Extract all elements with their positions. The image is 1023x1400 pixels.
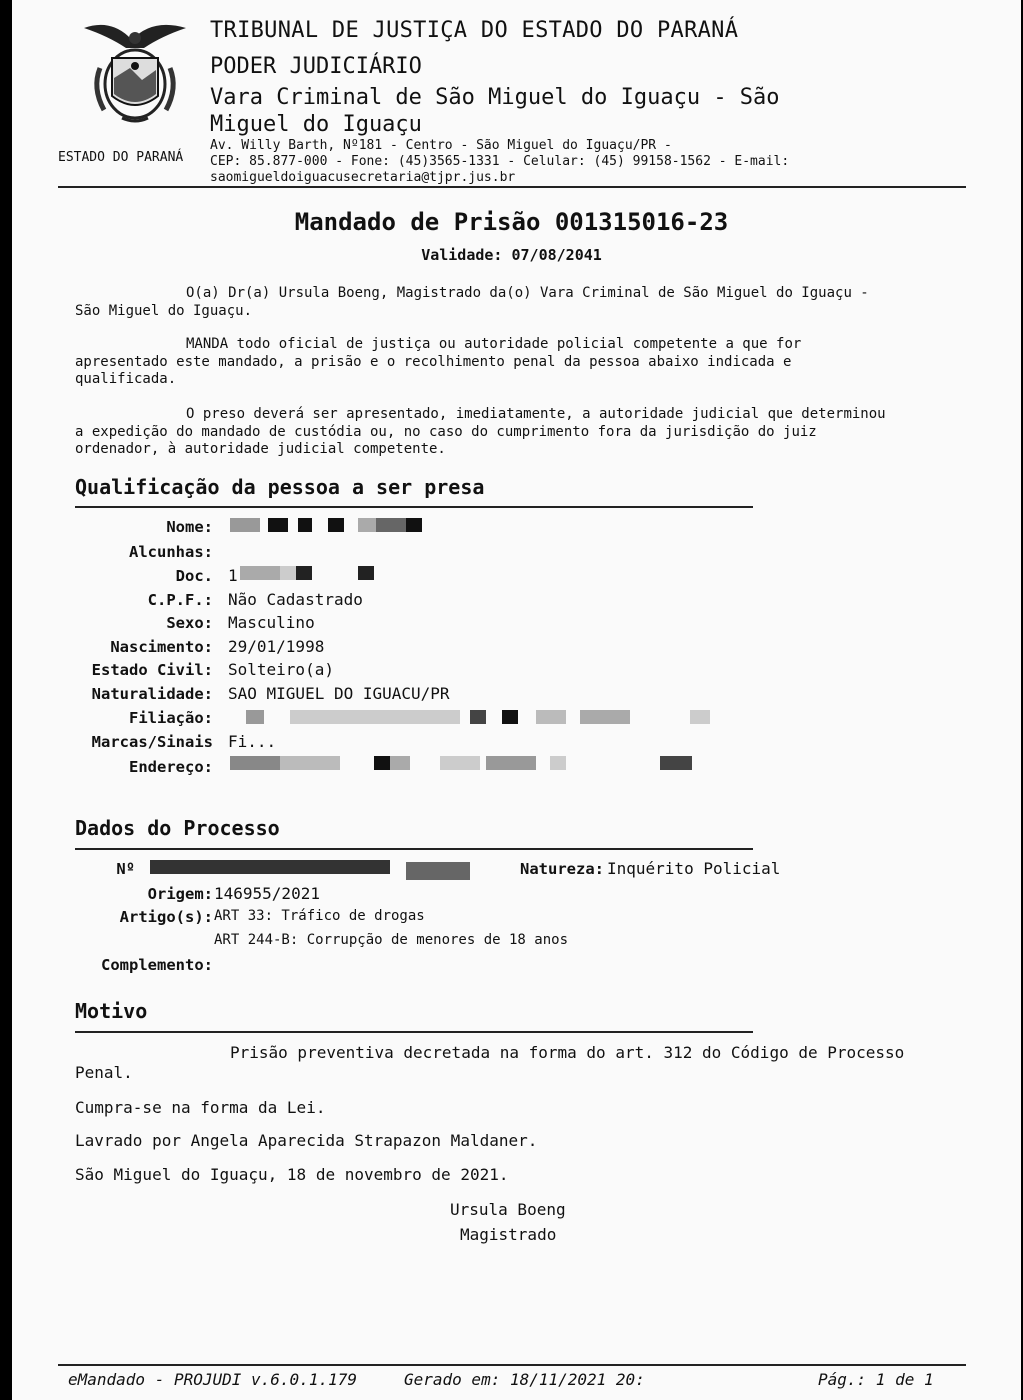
signatory-role: Magistrado (460, 1225, 557, 1244)
field-value-estado-civil: Solteiro(a) (228, 660, 334, 679)
field-value-cpf: Não Cadastrado (228, 590, 363, 609)
numero-label: Nº (116, 860, 135, 878)
motivo-text-1: Prisão preventiva decretada na forma do art. 312 do Código de Processo (230, 1043, 905, 1062)
paragraph-3b: a expedição do mandado de custódia ou, no caso do cumprimento fora da jurisdição do juiz (75, 424, 817, 440)
footer-generated: Gerado em: 18/11/2021 20: (404, 1370, 645, 1389)
field-value-nascimento: 29/01/1998 (228, 637, 325, 656)
artigo-item: ART 33: Tráfico de drogas (214, 908, 425, 924)
field-label: Nome: (166, 518, 213, 536)
motivo-text-2: Penal. (75, 1063, 133, 1082)
field-label: Nascimento: (110, 638, 213, 656)
address-line: Av. Willy Barth, Nº181 - Centro - São Miguel do Iguaçu/PR - (210, 138, 672, 153)
footer-divider (58, 1364, 966, 1366)
artigos-label: Artigo(s): (119, 908, 213, 926)
paragraph-1a: O(a) Dr(a) Ursula Boeng, Magistrado da(o) Vara Criminal de São Miguel do Iguaçu - (186, 285, 869, 301)
field-value-sexo: Masculino (228, 613, 315, 632)
origem-value: 146955/2021 (214, 884, 320, 903)
email-line: saomigueldoiguacusecretaria@tjpr.jus.br (210, 170, 516, 185)
field-label: Marcas/Sinais (91, 733, 213, 751)
header-divider (58, 186, 966, 188)
artigo-item: ART 244-B: Corrupção de menores de 18 anos (214, 932, 569, 948)
field-label: C.P.F.: (147, 591, 213, 609)
section-divider (75, 848, 753, 850)
field-value-marcas: Fi... (228, 732, 277, 751)
field-label: Naturalidade: (91, 685, 213, 703)
local-data-text: São Miguel do Iguaçu, 18 de novembro de 2021. (75, 1165, 509, 1184)
field-label: Sexo: (166, 614, 213, 632)
contact-line: CEP: 85.877-000 - Fone: (45)3565-1331 - Celular: (45) 99158-1562 - E-mail: (210, 154, 790, 169)
complemento-label: Complemento: (101, 956, 213, 974)
tribunal-title: TRIBUNAL DE JUSTIÇA DO ESTADO DO PARANÁ (210, 18, 739, 43)
paragraph-3a: O preso deverá ser apresentado, imediatamente, a autoridade judicial que determinou (186, 406, 886, 422)
vara-title-cont: Miguel do Iguaçu (210, 112, 422, 137)
field-value-doc: 1 (228, 566, 238, 585)
lavrado-text: Lavrado por Angela Aparecida Strapazon Maldaner. (75, 1131, 538, 1150)
document-title: Mandado de Prisão 001315016-23 (294, 208, 729, 236)
qualificacao-heading: Qualificação da pessoa a ser presa (75, 475, 485, 499)
estado-label: ESTADO DO PARANÁ (58, 150, 184, 165)
section-divider (75, 1031, 753, 1033)
paragraph-2c: qualificada. (75, 371, 177, 387)
signatory-name: Ursula Boeng (450, 1200, 566, 1219)
origem-label: Origem: (147, 885, 213, 903)
vara-title: Vara Criminal de São Miguel do Iguaçu - São (210, 85, 780, 110)
section-divider (75, 506, 753, 508)
paragraph-3c: ordenador, à autoridade judicial competente. (75, 441, 446, 457)
paragraph-2b: apresentado este mandado, a prisão e o recolhimento penal da pessoa abaixo indicada e (75, 354, 792, 370)
field-label: Doc. (175, 567, 213, 585)
paragraph-2a: MANDA todo oficial de justiça ou autoridade policial competente a que for (186, 336, 802, 352)
natureza-label: Natureza: (520, 860, 604, 878)
field-label: Filiação: (129, 709, 213, 727)
field-label: Estado Civil: (91, 661, 213, 679)
parana-coat-of-arms-icon (82, 18, 188, 124)
paragraph-1b: São Miguel do Iguaçu. (75, 303, 253, 319)
motivo-heading: Motivo (75, 999, 148, 1023)
processo-heading: Dados do Processo (75, 816, 280, 840)
field-label: Endereço: (129, 758, 213, 776)
validade: Validade: 07/08/2041 (421, 246, 602, 264)
cumpra-text: Cumpra-se na forma da Lei. (75, 1098, 326, 1117)
footer-page: Pág.: 1 de 1 (818, 1370, 934, 1389)
natureza-value: Inquérito Policial (607, 859, 781, 878)
field-label: Alcunhas: (129, 543, 213, 561)
footer-system: eMandado - PROJUDI v.6.0.1.179 (68, 1370, 357, 1389)
poder-title: PODER JUDICIÁRIO (210, 54, 422, 79)
field-value-naturalidade: SAO MIGUEL DO IGUACU/PR (228, 684, 450, 703)
